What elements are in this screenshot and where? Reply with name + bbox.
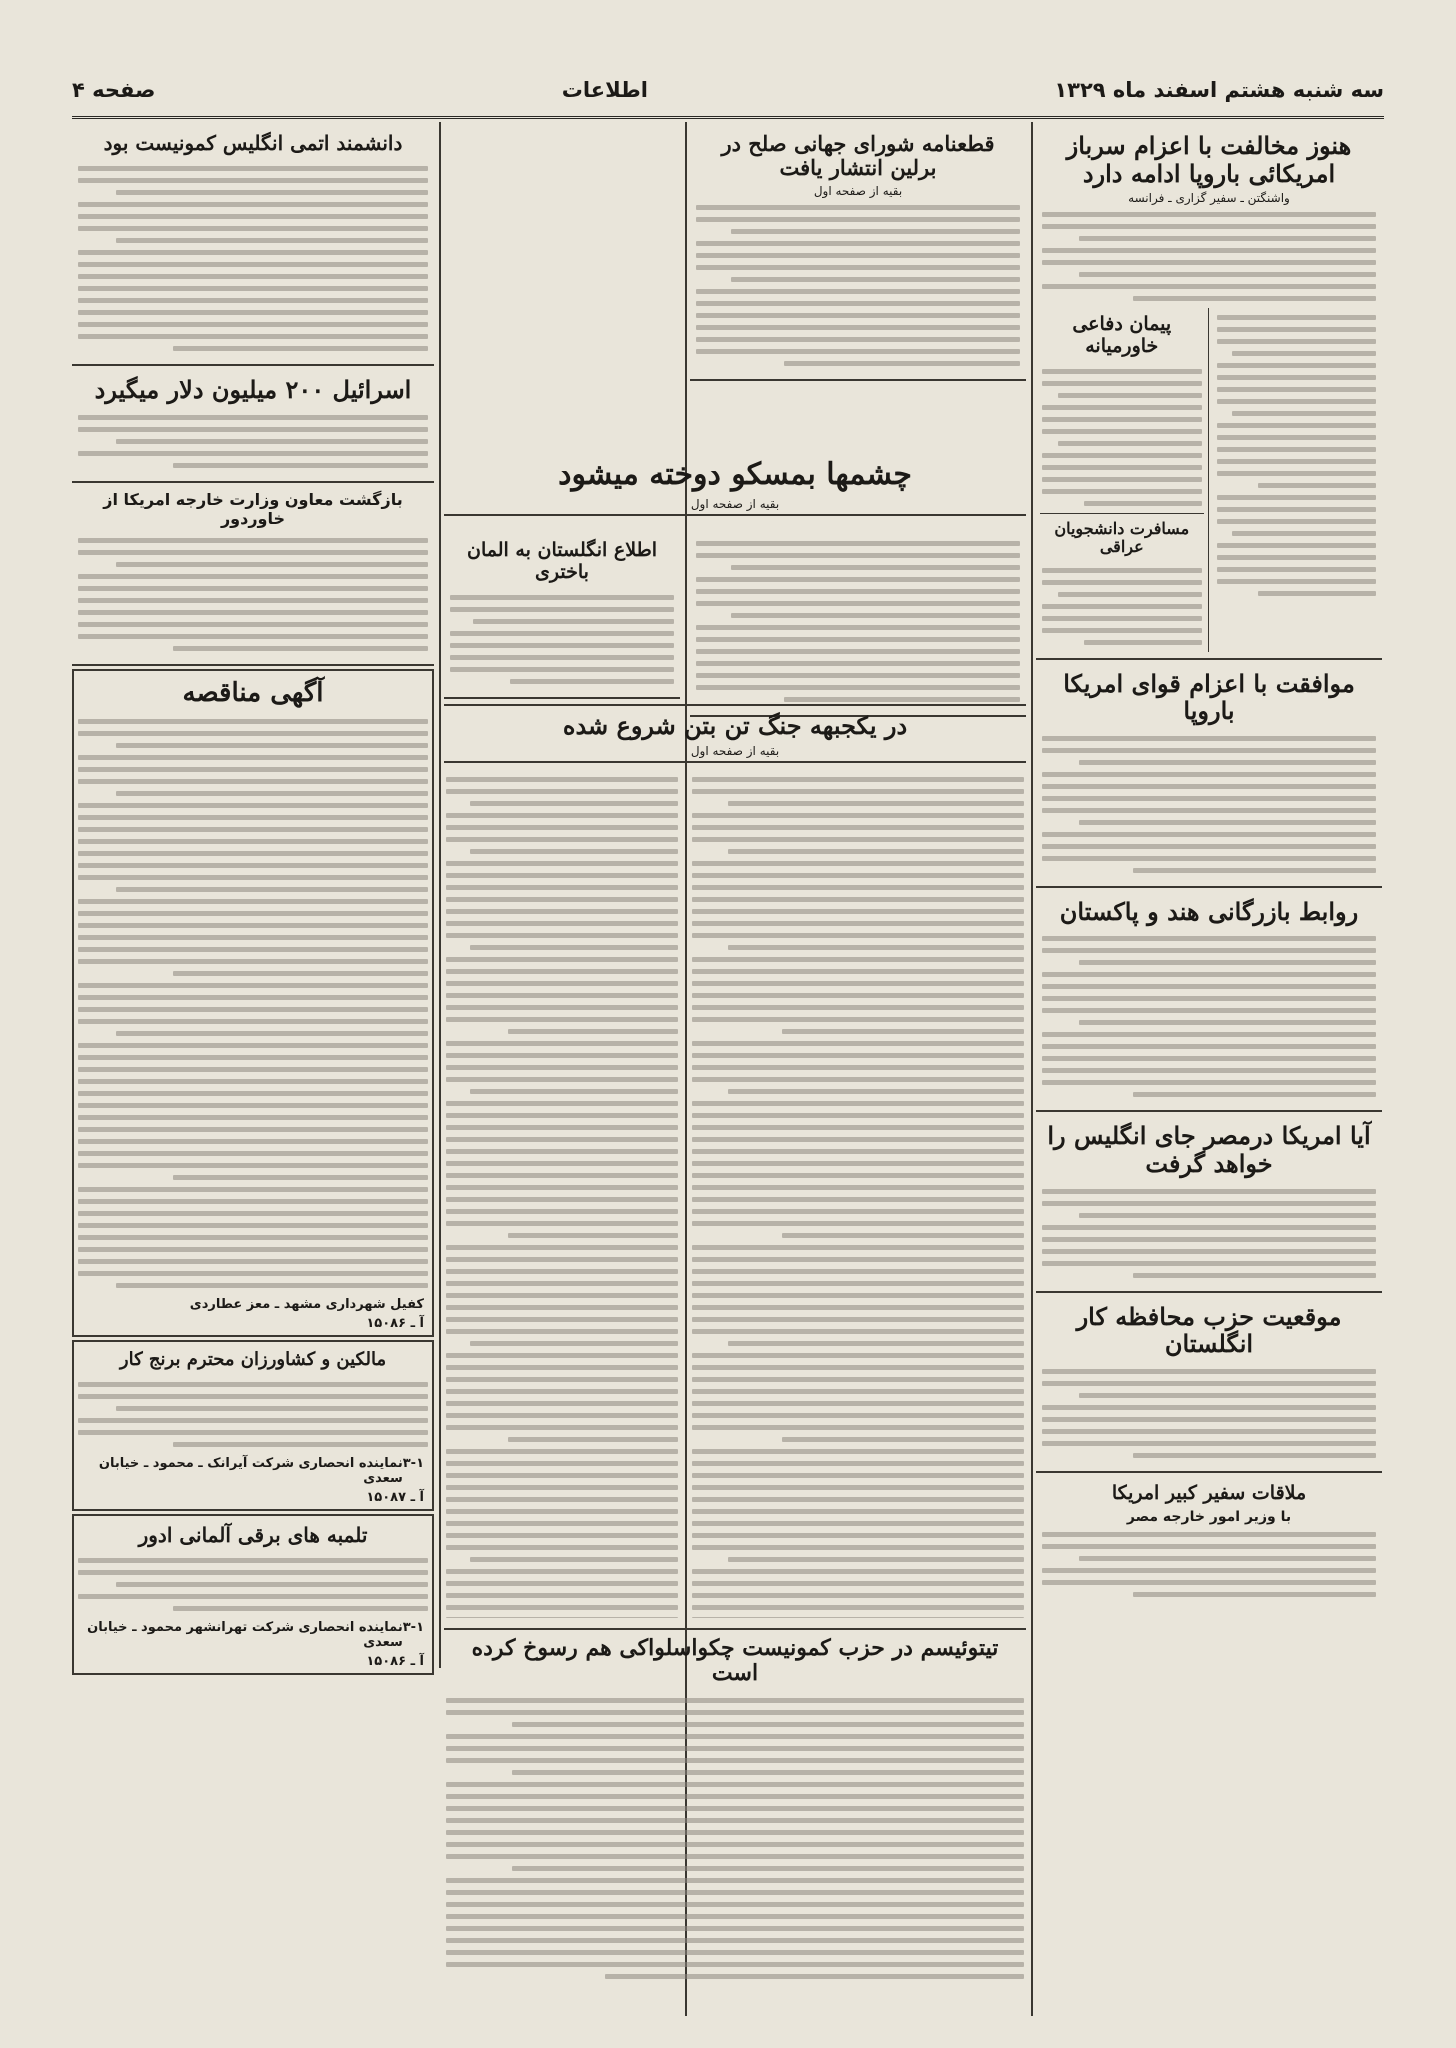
article-hand-to-hand (444, 704, 1026, 763)
ad-signature (76, 1295, 430, 1314)
ad-code: آ ـ ۱۵۰۸۷ (366, 1490, 424, 1506)
article-us-troops-opposition (1036, 122, 1382, 660)
article-india-pakistan-trade (1036, 888, 1382, 1113)
headline: چشمها بمسکو دوخته میشود (558, 457, 912, 492)
issue-date: سه شنبه هشتم اسفند ماه ۱۳۲۹ (1054, 78, 1384, 102)
article-middle-east-pact (1040, 308, 1204, 506)
headline: هنوز مخالفت با اعزام سرباز امریکائی باروپا ادامه دارد (1066, 131, 1352, 188)
headline: آیا امریکا درمصر جای انگلیس را خواهد گرفت (1047, 1121, 1371, 1179)
ad-title: مالکین و کشاورزان محترم برنج کار (119, 1349, 387, 1371)
article-iraqi-students (1040, 513, 1204, 645)
ad-title: تلمبه های برقی آلمانی ادور (138, 1523, 368, 1548)
ad-electric-pumps (72, 1514, 434, 1675)
headline: بازگشت معاون وزارت خارجه امریکا از خاوردور (103, 489, 403, 528)
column-rule (439, 122, 441, 1668)
headline: پیمان دفاعی خاورمیانه (1072, 313, 1172, 358)
continued-note: بقیه از صفحه اول (690, 743, 780, 758)
article-agree-troops-europe (1036, 660, 1382, 888)
article-ambassador-meeting (1036, 1473, 1382, 1610)
ad-tender (72, 669, 434, 1338)
ad-code: آ ـ ۱۵۰۸۶ (366, 1654, 424, 1670)
continued-note: بقیه از صفحه اول (690, 496, 780, 511)
article-eyes-on-moscow-body (690, 530, 1026, 717)
column-left (72, 122, 434, 2016)
ad-footer (76, 1652, 430, 1671)
ad-signature (76, 1454, 430, 1488)
headline: موافقت با اعزام قوای امریکا باروپا (1063, 668, 1355, 726)
signatory: کفیل شهرداری مشهد ـ معز عطاردی (189, 1297, 424, 1313)
column-center-left-lower (444, 770, 680, 1618)
article-eyes-on-moscow (444, 452, 1026, 516)
headline: ملاقات سفیر کبیر امریکا (1111, 1481, 1307, 1504)
subheadline: با وزیر امور خارجه مصر (1126, 1508, 1292, 1525)
article-atomic-scientist (72, 122, 434, 366)
headline: اطلاع انگلستان به المان باختری (467, 539, 657, 583)
headline: قطعنامه شورای جهانی صلح در برلین انتشار یافت (721, 131, 995, 181)
continued-note: بقیه از صفحه اول (813, 184, 903, 199)
column-right (1036, 122, 1382, 2016)
dateline: واشنگتن ـ سفیر گزاری ـ فرانسه (1128, 191, 1290, 206)
headline: دانشمند اتمی انگلیس کمونیست بود (103, 131, 403, 155)
page-number: صفحه ۴ (72, 78, 156, 102)
ad-number: ۳-۱ (402, 1456, 424, 1472)
ad-title: آگهی مناقصه (182, 677, 324, 708)
ad-rice-farmers (72, 1340, 434, 1511)
headline: موقعیت حزب محافظه کار انگلستان (1076, 1301, 1342, 1359)
article-deputy-return (72, 483, 434, 666)
article-conservative-party (1036, 1293, 1382, 1473)
ad-footer (76, 1314, 430, 1333)
ad-signature (76, 1618, 430, 1652)
headline: تیتوئیسم در حزب کمونیست چکواسلواکی هم رسوخ کرده است (471, 1635, 999, 1687)
masthead (72, 64, 1384, 119)
headline: اسرائیل ۲۰۰ میلیون دلار میگیرد (94, 375, 412, 404)
signatory: نماینده انحصاری شرکت آیرانک ـ محمود ـ خیابان سعدی (98, 1456, 403, 1487)
article-titoism-czechoslovakia (444, 1628, 1026, 2016)
headline: در یکجبهه جنگ تن بتن شروع شده (562, 711, 908, 740)
article-israel-loan (72, 366, 434, 483)
article-peace-council-berlin (690, 122, 1026, 381)
article-britain-west-germany (444, 530, 680, 699)
ad-footer (76, 1488, 430, 1507)
ad-number: ۳-۱ (402, 1620, 424, 1636)
ad-code: آ ـ ۱۵۰۸۶ (366, 1316, 424, 1332)
signatory: نماینده انحصاری شرکت تهرانشهر محمود ـ خیابان سعدی (87, 1620, 403, 1651)
headline: روابط بازرگانی هند و پاکستان (1059, 896, 1359, 926)
paper-name: اطلاعات (561, 78, 648, 102)
column-rule (1031, 122, 1033, 2016)
article-us-egypt (1036, 1112, 1382, 1292)
column-center-right-lower (690, 770, 1026, 1618)
headline: مسافرت دانشجویان عراقی (1054, 518, 1190, 557)
